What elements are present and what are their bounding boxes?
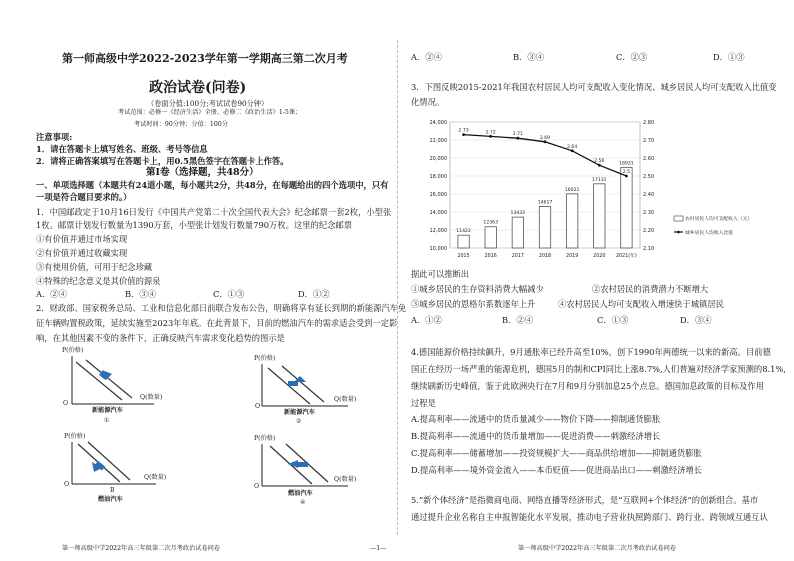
demand-graph-1	[62, 346, 174, 430]
q1-choice-b: B．③④	[125, 289, 156, 299]
graph-2-caption: 新能源汽车	[284, 409, 315, 416]
y-left-tick-label: 22,000	[429, 138, 447, 144]
y-right-tick-label: 2.60	[643, 156, 655, 162]
prev-choice-d: D．①③	[713, 52, 745, 62]
part-instruction-1: 一、单项选择题（本题共有24道小题，每小题共2分，共48分，在每题给出的四个选项中，只有	[36, 180, 389, 190]
income-bar	[566, 194, 577, 248]
y-left-tick-label: 12,000	[429, 228, 447, 234]
notes-heading: 注意事项:	[36, 132, 73, 142]
graph-4-number: ④	[300, 499, 306, 506]
y-left-tick-label: 16,000	[429, 192, 447, 198]
q2-stem-2: 征车辆购置税政策，延续实施至2023年年底。在此背景下，目前的燃油汽车的需求适会受到一定影	[36, 318, 398, 328]
bar-value-label: 13432	[510, 211, 526, 217]
bar-value-label: 11422	[456, 229, 471, 235]
q4-option-a: A.提高利率——流通中的货币量减少——物价下降——抑制通货膨胀	[411, 414, 661, 424]
ratio-value-label: 2.71	[512, 132, 523, 138]
right-footer: 第一师高级中学2022年高三年级第二次月考政治试卷问卷	[518, 545, 677, 552]
income-bar	[539, 206, 550, 248]
q1-option-3: ③有使用价值，可用于纪念珍藏	[36, 262, 153, 272]
q3-option-2: ②农村居民的消费潜力不断增大	[592, 284, 709, 294]
ratio-value-label: 2.72	[485, 130, 496, 136]
q1-choice-d: D．①②	[298, 289, 330, 299]
paper-title: 政治试卷(问卷)	[149, 80, 247, 96]
graph-4-xlabel: Q(数量)	[334, 476, 357, 483]
graph-2-ylabel: P(价格)	[254, 355, 276, 362]
q3-choice-c: C．①③	[597, 315, 629, 325]
legend-line-marker	[677, 231, 680, 234]
ratio-value-label: 2.64	[567, 144, 578, 150]
graph-3-origin: O	[64, 481, 70, 488]
y-right-tick-label: 2.20	[643, 228, 655, 234]
x-tick-label: 2021(年)	[616, 254, 637, 259]
q4-stem-4: 过程是	[411, 398, 436, 408]
y-right-tick-label: 2.10	[643, 246, 655, 252]
graph-1-ylabel: P(价格)	[62, 347, 84, 354]
time-line: 考试时间：90分钟；分值：100分	[134, 121, 228, 128]
prev-choice-b: B．③④	[513, 52, 544, 62]
q3-choice-d: D．③④	[680, 315, 712, 325]
q3-stem-1: 3．下图反映2015-2021年我国农村居民人均可支配收入变化情况、城乡居民人均可支配收入比值变	[411, 82, 777, 92]
x-tick-label: 2015	[457, 254, 470, 259]
q1-stem-1: 1．中国邮政定于10月16日发行《中国共产党第二十次全国代表大会》纪念邮票一套2枚，小型张	[36, 207, 392, 217]
demand-graph-2	[252, 354, 364, 434]
x-tick-label: 2018	[538, 254, 552, 259]
y-left-tick-label: 18,000	[429, 174, 447, 180]
page-number: —1—	[370, 545, 387, 552]
graph-1-origin: O	[63, 400, 69, 407]
y-right-tick-label: 2.50	[643, 174, 655, 180]
q3-option-1: ①城乡居民的生存资料消费大幅减少	[411, 284, 544, 294]
note-1: 1．请在答题卡上填写姓名、班级、考号等信息	[36, 144, 208, 154]
legend-bar-swatch	[674, 216, 683, 221]
ratio-value-label: 2.73	[458, 128, 469, 134]
income-bar	[458, 235, 469, 248]
ratio-point	[462, 133, 465, 136]
ratio-point	[571, 149, 574, 152]
q3-choice-b: B．②④	[502, 315, 533, 325]
q3-lead: 据此可以推断出	[411, 269, 470, 279]
bar-value-label: 12363	[483, 220, 499, 226]
exam-header: 第一师高级中学2022-2023学年第一学期高三第二次月考	[62, 52, 348, 65]
graph-2-xlabel: Q(数量)	[334, 396, 357, 403]
income-chart	[412, 112, 782, 262]
demand-graph-4	[252, 434, 364, 526]
income-bar	[621, 168, 632, 248]
x-tick-label: 2020	[593, 254, 606, 259]
q1-stem-2: 1枚。邮票计划发行数量为1390万套，小型张计划发行数量790万枚。这里的纪念邮票	[36, 220, 353, 230]
q1-choice-a: A．②④	[36, 289, 67, 299]
q3-option-3: ③城乡居民的恩格尔系数逐年上升	[411, 299, 536, 309]
ratio-point	[625, 175, 628, 178]
q2-stem-3: 响，在其他因素不变的条件下，正确反映汽车需求变化趋势的图示是	[36, 333, 285, 343]
q3-stem-2: 化情况。	[411, 97, 445, 107]
income-bar	[512, 217, 523, 248]
income-bar	[594, 184, 605, 248]
ratio-point	[598, 164, 601, 167]
income-chart-svg	[412, 112, 782, 262]
y-right-tick-label: 2.80	[643, 120, 655, 126]
legend-line-label: 城乡居民人均收入比值	[685, 231, 733, 236]
graph-3-xlabel: Q(数量)	[144, 474, 167, 481]
ratio-point	[544, 140, 547, 143]
bar-value-label: 18931	[619, 161, 634, 167]
q1-option-2: ②有价值并通过收藏实现	[36, 248, 128, 258]
ratio-value-label: 2.56	[594, 159, 605, 165]
graph-4-caption: 燃油汽车	[288, 490, 313, 497]
bar-value-label: 17131	[591, 177, 607, 183]
graph-1-caption: 新能源汽车	[92, 407, 123, 414]
score-line: （卷面分值:100分;考试试卷90分钟）	[147, 99, 269, 108]
income-bar	[485, 227, 496, 248]
left-footer: 第一师高级中学2022年高三年级第二次月考政治试卷问卷	[62, 545, 221, 552]
q4-option-b: B.提高利率——流通中的货币量增加——促进消费——刺激经济增长	[411, 431, 661, 441]
y-right-tick-label: 2.30	[643, 210, 655, 216]
graph-2-origin: O	[255, 403, 261, 410]
prev-choice-a: A．②④	[411, 52, 442, 62]
ratio-value-label: 2.69	[539, 135, 551, 141]
page-divider	[397, 40, 398, 535]
x-tick-label: 2016	[484, 254, 497, 259]
q4-stem-1: 4.德国能源价格持续飙升，9月通胀率已经升高至10%，创下1990年两德统一以来的新高。目前德	[411, 347, 771, 357]
graph-4-ylabel: P(价格)	[254, 435, 276, 442]
y-left-tick-label: 20,000	[429, 156, 447, 162]
q3-option-4: ④农村居民人均可支配收入增速快于城镇居民	[558, 299, 724, 309]
y-left-tick-label: 10,000	[429, 246, 447, 252]
graph-4-origin: O	[254, 483, 260, 490]
y-right-tick-label: 2.40	[643, 192, 655, 198]
section-title: 第Ⅰ卷（选择题，共48分）	[146, 167, 259, 178]
q5-stem-1: 5.“新个体经济”是指微商电商、网络直播等经济形式，是“互联网+个体经济”的创新组合。基市	[411, 495, 759, 505]
y-left-tick-label: 14,000	[429, 210, 447, 216]
legend-bar-label: 农村居民人均可支配收入（元）	[685, 217, 753, 222]
q4-option-c: C.提高利率——储蓄增加——投资规模扩大——商品供给增加——抑制通货膨胀	[411, 448, 702, 458]
x-tick-label: 2019	[566, 254, 579, 259]
note-2: 2．请将正确答案填写在答题卡上，用0.5黑色签字在答题卡上作答。	[36, 156, 289, 166]
q5-stem-2: 通过提升企业名称自主申报智能化水平发展，推动电子营业执照跨部门、跨行业、跨领域互通互认	[411, 512, 768, 522]
q4-option-d: D.提高利率——境外资金流入——本币贬值——促进商品出口——刺激经济增长	[411, 465, 703, 475]
y-right-tick-label: 2.70	[643, 138, 655, 144]
ratio-value-label: 2.5	[622, 170, 631, 175]
graph-3-caption: 燃油汽车	[98, 496, 123, 503]
q3-choice-a: A．①②	[411, 315, 442, 325]
q2-stem-1: 2．财政部、国家税务总局、工业和信息化部日前联合发布公告，明确将享有延长到期的新能源汽车免	[36, 303, 407, 313]
graph-2-number: ②	[296, 418, 302, 425]
graph-1-xlabel: Q(数量)	[140, 394, 163, 401]
graph-3-ylabel: P(价格)	[64, 433, 86, 440]
q1-choice-c: C．①③	[213, 289, 245, 299]
demand-graph-3	[62, 432, 174, 524]
q1-option-4: ④特殊的纪念意义是其价值的源泉	[36, 276, 161, 286]
x-tick-label: 2017	[511, 254, 524, 259]
bar-value-label: 14617	[537, 200, 553, 206]
prev-choice-c: C．②③	[616, 52, 648, 62]
scope-line: 考试范围：必修一《经济生活》全册，必修二《政治生活》1-5课；	[118, 109, 302, 116]
part-instruction-2: 一项是符合题目要求的。）	[36, 192, 132, 202]
ratio-point	[489, 135, 492, 138]
graph-1-number: ①	[104, 417, 110, 424]
q4-stem-3: 继续刷新历史峰值，鉴于此欧洲央行在7月和9月分别加息25个点息。德国加息政策的目标及作用	[411, 381, 764, 391]
ratio-point	[516, 137, 519, 140]
y-left-tick-label: 24,000	[429, 120, 447, 126]
q4-stem-2: 国正在经历一场严重的能源危机，德国5月的制和CPI同比上涨8.7%,人们普遍对经济学家预测的8.1%,	[411, 364, 786, 374]
graph-3-number: B	[110, 487, 115, 494]
bar-value-label: 16021	[564, 187, 580, 193]
q1-option-1: ①有价值并通过市场实现	[36, 234, 128, 244]
